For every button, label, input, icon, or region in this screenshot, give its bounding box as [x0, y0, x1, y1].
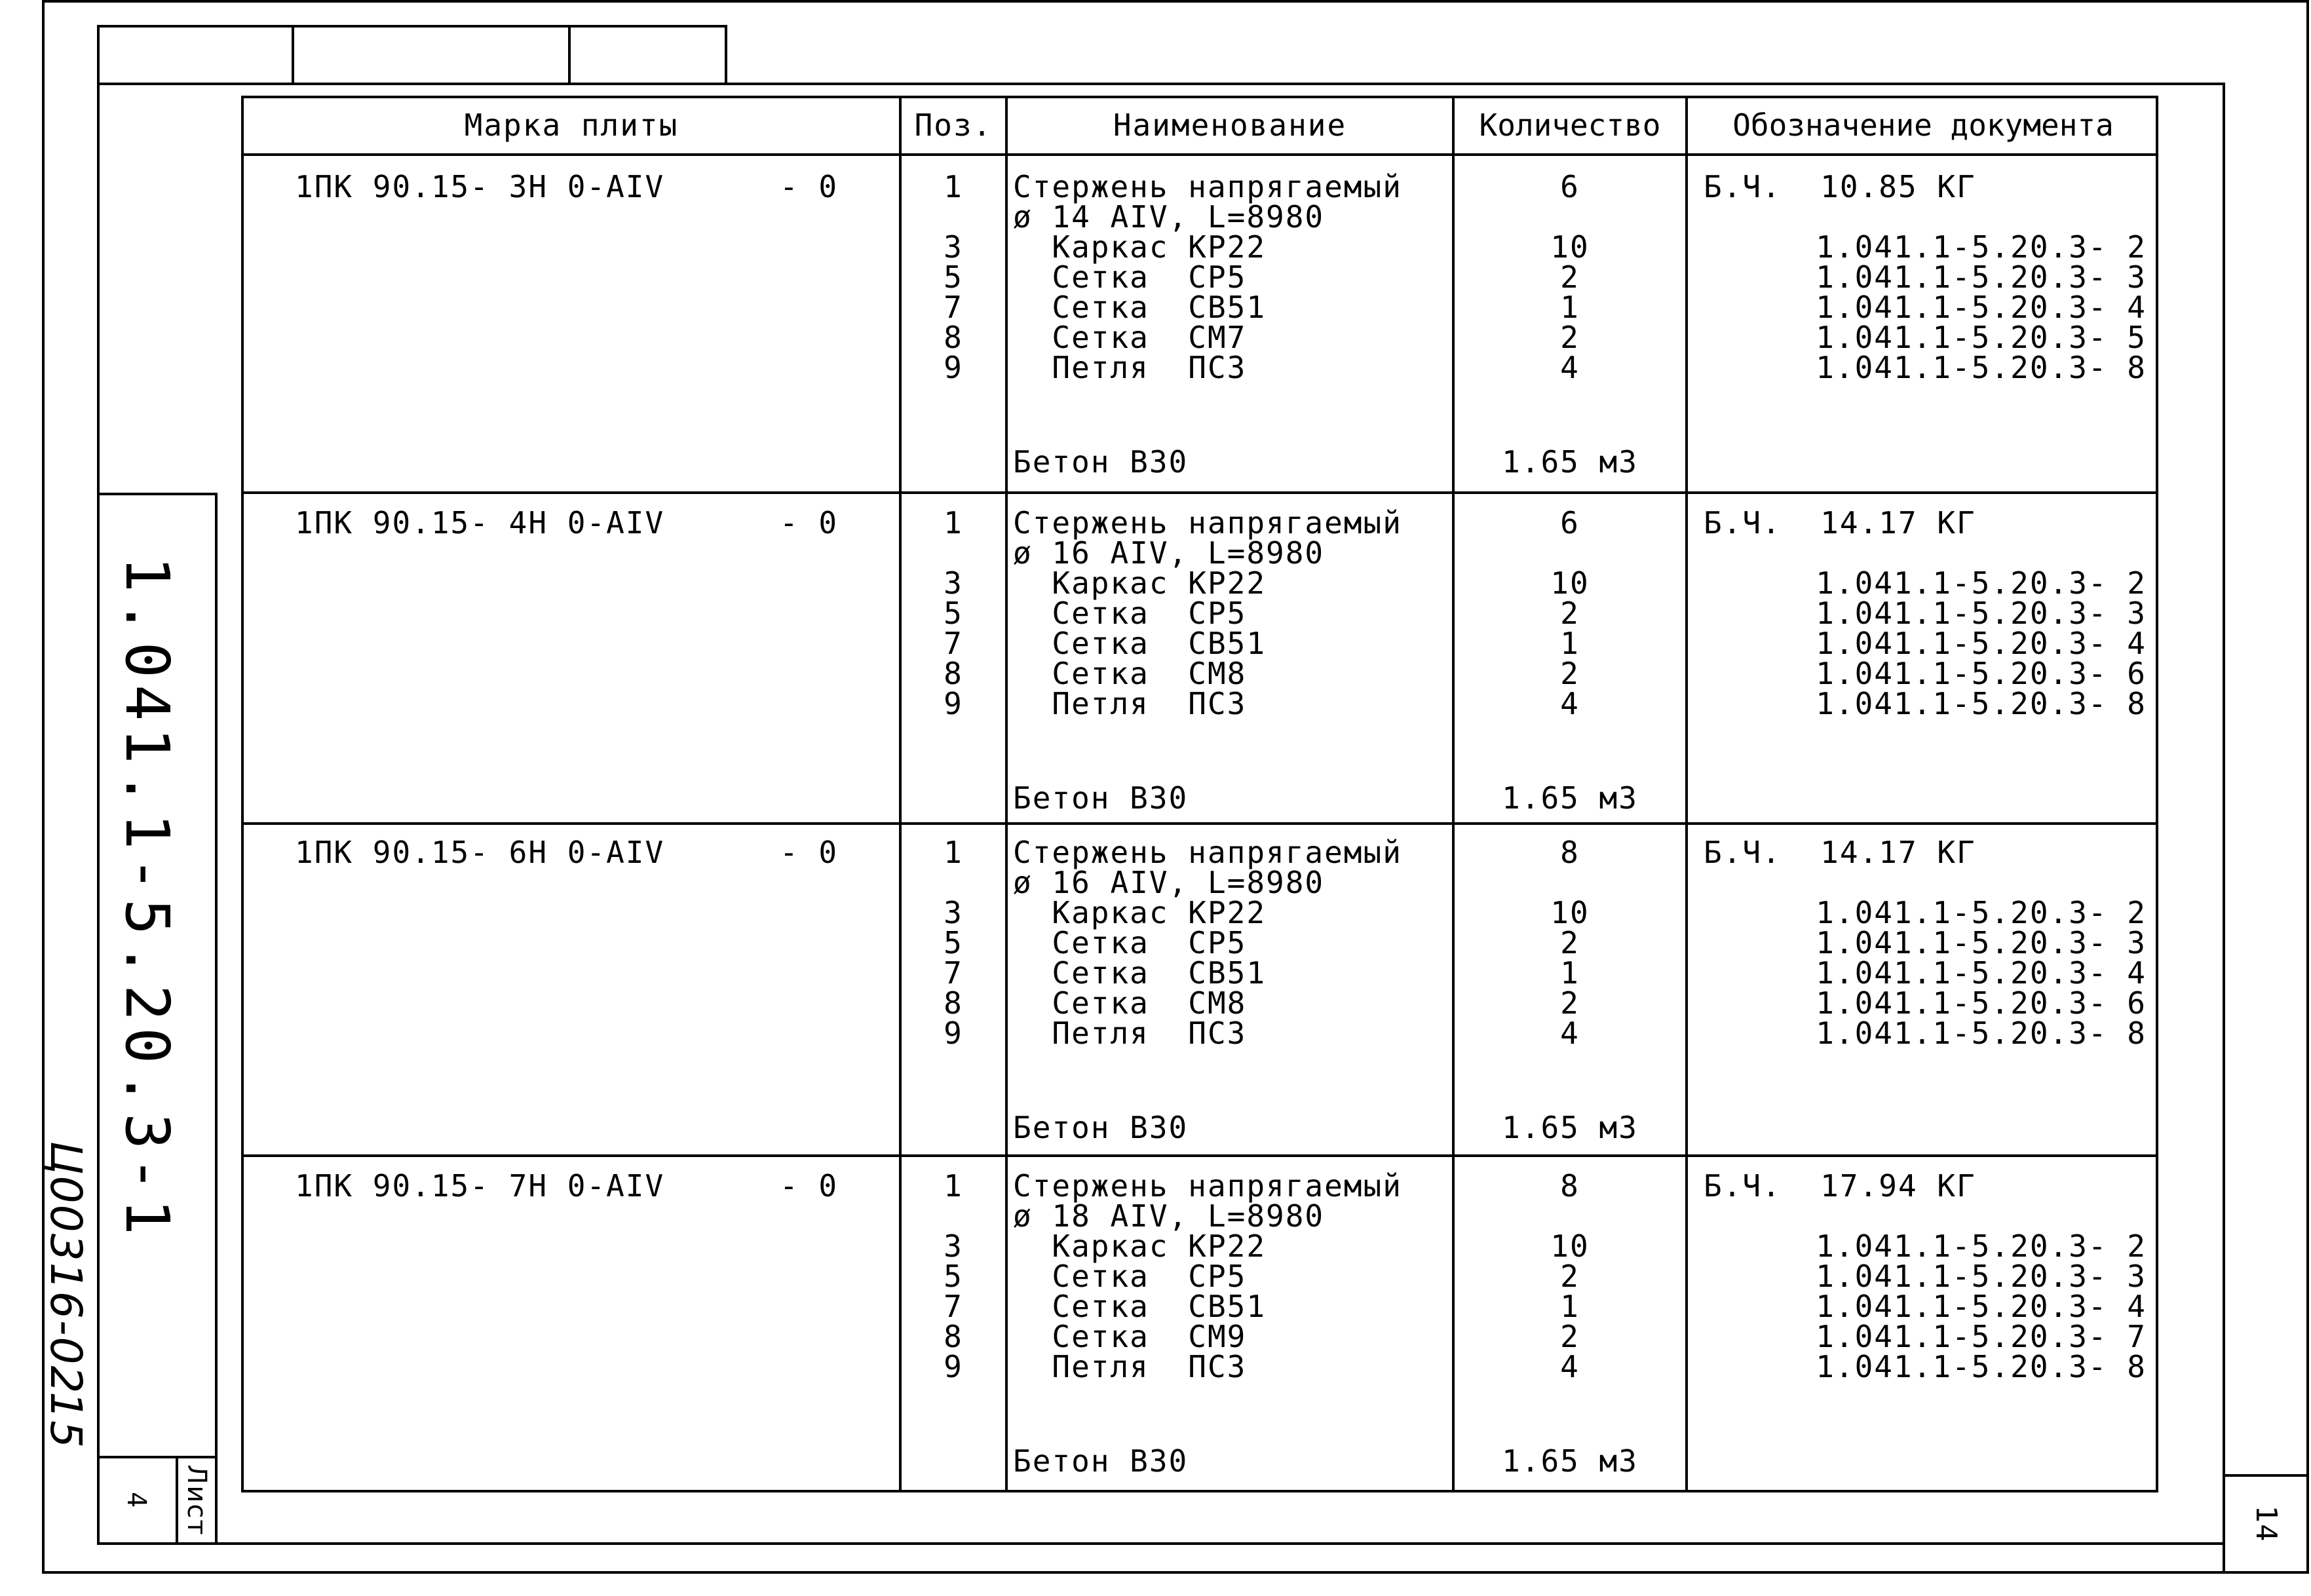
header-position: Поз. [914, 107, 993, 143]
slab-mark: 1ПК 90.15- 6Н 0-АIV [295, 835, 665, 870]
item-quantity: 2 [1560, 656, 1580, 691]
item-position: 1 [944, 1168, 963, 1204]
item-quantity: 2 [1560, 925, 1580, 960]
item-position: 8 [944, 656, 963, 691]
item-document: 1.041.1-5.20.3- 8 [1816, 686, 2147, 721]
row-divider [241, 822, 2158, 825]
item-quantity: 8 [1560, 835, 1580, 870]
item-document: 1.041.1-5.20.3- 4 [1816, 1289, 2147, 1324]
item-document: 1.041.1-5.20.3- 7 [1816, 1319, 2147, 1354]
side-stamp-divider [97, 1456, 218, 1458]
item-quantity: 10 [1550, 1228, 1590, 1264]
concrete-quantity: 1.65 м3 [1502, 1110, 1638, 1145]
item-document: 1.041.1-5.20.3- 3 [1816, 925, 2147, 960]
item-position: 5 [944, 925, 963, 960]
item-document: Б.Ч. 14.17 КГ [1704, 505, 1976, 541]
item-name: Петля ПС3 [1013, 1016, 1247, 1051]
header-name: Наименование [1113, 107, 1347, 143]
slab-mark: 1ПК 90.15- 7Н 0-АIV [295, 1168, 665, 1204]
item-position: 9 [944, 350, 963, 385]
item-quantity: 10 [1550, 565, 1590, 601]
item-position: 3 [944, 1228, 963, 1264]
concrete-name: Бетон В30 [1013, 1443, 1189, 1479]
item-quantity: 2 [1560, 1319, 1580, 1354]
item-name: Сетка СВ51 [1013, 290, 1267, 325]
col-divider [1005, 96, 1008, 1492]
item-name: Сетка СМ9 [1013, 1319, 1247, 1354]
item-quantity: 1 [1560, 290, 1580, 325]
item-document: Б.Ч. 14.17 КГ [1704, 835, 1976, 870]
stamp-box-top [97, 25, 727, 85]
archive-code: Ц00316-02 [41, 1141, 91, 1395]
concrete-quantity: 1.65 м3 [1502, 1443, 1638, 1479]
item-position: 8 [944, 985, 963, 1021]
item-quantity: 2 [1560, 596, 1580, 631]
item-name: Петля ПС3 [1013, 1349, 1247, 1384]
item-quantity: 6 [1560, 505, 1580, 541]
item-name: Стержень напрягаемый [1013, 505, 1402, 541]
concrete-quantity: 1.65 м3 [1502, 780, 1638, 816]
header-quantity: Количество [1479, 107, 1661, 143]
concrete-name: Бетон В30 [1013, 1110, 1189, 1145]
item-name: Каркас КР22 [1013, 1228, 1267, 1264]
item-quantity: 4 [1560, 1349, 1580, 1384]
page-number: 14 [2249, 1505, 2283, 1543]
item-position: 9 [944, 1016, 963, 1051]
slab-mark-suffix: - 0 [780, 169, 839, 204]
item-document: 1.041.1-5.20.3- 3 [1816, 596, 2147, 631]
item-name: Стержень напрягаемый [1013, 1168, 1402, 1204]
item-position: 5 [944, 596, 963, 631]
item-name: Сетка СМ7 [1013, 320, 1247, 355]
item-document: 1.041.1-5.20.3- 2 [1816, 565, 2147, 601]
item-document: 1.041.1-5.20.3- 8 [1816, 1016, 2147, 1051]
header-line [241, 153, 2158, 156]
item-document: 1.041.1-5.20.3- 2 [1816, 229, 2147, 265]
stamp-divider [568, 25, 571, 85]
item-document: 1.041.1-5.20.3- 8 [1816, 350, 2147, 385]
item-name: Сетка СВ51 [1013, 626, 1267, 661]
item-position: 3 [944, 229, 963, 265]
slab-mark: 1ПК 90.15- 3Н 0-АIV [295, 169, 665, 204]
item-quantity: 4 [1560, 350, 1580, 385]
item-position: 7 [944, 955, 963, 991]
item-name: Стержень напрягаемый [1013, 835, 1402, 870]
item-name: ø 18 АIV, L=8980 [1013, 1198, 1325, 1234]
item-position: 8 [944, 320, 963, 355]
item-name: Сетка СМ8 [1013, 656, 1247, 691]
item-document: Б.Ч. 17.94 КГ [1704, 1168, 1976, 1204]
item-quantity: 2 [1560, 320, 1580, 355]
item-name: Сетка СВ51 [1013, 1289, 1267, 1324]
item-name: Сетка СМ8 [1013, 985, 1247, 1021]
item-position: 5 [944, 259, 963, 295]
item-name: Стержень напрягаемый [1013, 169, 1402, 204]
concrete-name: Бетон В30 [1013, 444, 1189, 480]
item-position: 3 [944, 895, 963, 930]
slab-mark-suffix: - 0 [780, 505, 839, 541]
item-document: 1.041.1-5.20.3- 4 [1816, 626, 2147, 661]
item-name: Петля ПС3 [1013, 686, 1247, 721]
item-quantity: 8 [1560, 1168, 1580, 1204]
archive-page: 15 [41, 1392, 91, 1449]
item-quantity: 10 [1550, 895, 1590, 930]
concrete-name: Бетон В30 [1013, 780, 1189, 816]
item-document: Б.Ч. 10.85 КГ [1704, 169, 1976, 204]
document-code: 1.041.1-5.20.3-1 [112, 556, 182, 1242]
item-name: Сетка СР5 [1013, 259, 1247, 295]
item-quantity: 2 [1560, 1259, 1580, 1294]
item-quantity: 10 [1550, 229, 1590, 265]
item-name: Сетка СР5 [1013, 1259, 1247, 1294]
item-name: Сетка СР5 [1013, 596, 1247, 631]
item-position: 9 [944, 686, 963, 721]
item-quantity: 1 [1560, 626, 1580, 661]
item-quantity: 2 [1560, 259, 1580, 295]
item-name: Сетка СР5 [1013, 925, 1247, 960]
item-position: 8 [944, 1319, 963, 1354]
item-position: 1 [944, 505, 963, 541]
sheet-label: Лист [181, 1464, 212, 1536]
item-quantity: 4 [1560, 1016, 1580, 1051]
item-document: 1.041.1-5.20.3- 8 [1816, 1349, 2147, 1384]
item-document: 1.041.1-5.20.3- 2 [1816, 895, 2147, 930]
sheet-number: 4 [121, 1491, 151, 1510]
item-name: Сетка СВ51 [1013, 955, 1267, 991]
row-divider [241, 491, 2158, 494]
item-position: 7 [944, 1289, 963, 1324]
header-document: Обозначение документа [1732, 107, 2114, 143]
item-document: 1.041.1-5.20.3- 4 [1816, 290, 2147, 325]
item-position: 5 [944, 1259, 963, 1294]
slab-mark-suffix: - 0 [780, 835, 839, 870]
item-position: 7 [944, 626, 963, 661]
item-document: 1.041.1-5.20.3- 4 [1816, 955, 2147, 991]
item-position: 7 [944, 290, 963, 325]
concrete-quantity: 1.65 м3 [1502, 444, 1638, 480]
item-position: 9 [944, 1349, 963, 1384]
side-stamp-divider [176, 1456, 178, 1545]
item-quantity: 4 [1560, 686, 1580, 721]
item-quantity: 1 [1560, 1289, 1580, 1324]
item-document: 1.041.1-5.20.3- 3 [1816, 1259, 2147, 1294]
item-quantity: 6 [1560, 169, 1580, 204]
item-name: Каркас КР22 [1013, 565, 1267, 601]
item-quantity: 2 [1560, 985, 1580, 1021]
row-divider [241, 1154, 2158, 1157]
stamp-divider [292, 25, 294, 85]
header-mark: Марка плиты [464, 107, 679, 143]
item-document: 1.041.1-5.20.3- 6 [1816, 985, 2147, 1021]
item-document: 1.041.1-5.20.3- 3 [1816, 259, 2147, 295]
slab-mark: 1ПК 90.15- 4Н 0-АIV [295, 505, 665, 541]
item-quantity: 1 [1560, 955, 1580, 991]
item-position: 3 [944, 565, 963, 601]
item-name: ø 16 АIV, L=8980 [1013, 535, 1325, 571]
item-position: 1 [944, 835, 963, 870]
item-document: 1.041.1-5.20.3- 6 [1816, 656, 2147, 691]
item-name: Петля ПС3 [1013, 350, 1247, 385]
item-name: ø 14 АIV, L=8980 [1013, 199, 1325, 235]
item-name: ø 16 АIV, L=8980 [1013, 865, 1325, 900]
slab-mark-suffix: - 0 [780, 1168, 839, 1204]
item-position: 1 [944, 169, 963, 204]
item-document: 1.041.1-5.20.3- 2 [1816, 1228, 2147, 1264]
item-name: Каркас КР22 [1013, 229, 1267, 265]
item-name: Каркас КР22 [1013, 895, 1267, 930]
item-document: 1.041.1-5.20.3- 5 [1816, 320, 2147, 355]
